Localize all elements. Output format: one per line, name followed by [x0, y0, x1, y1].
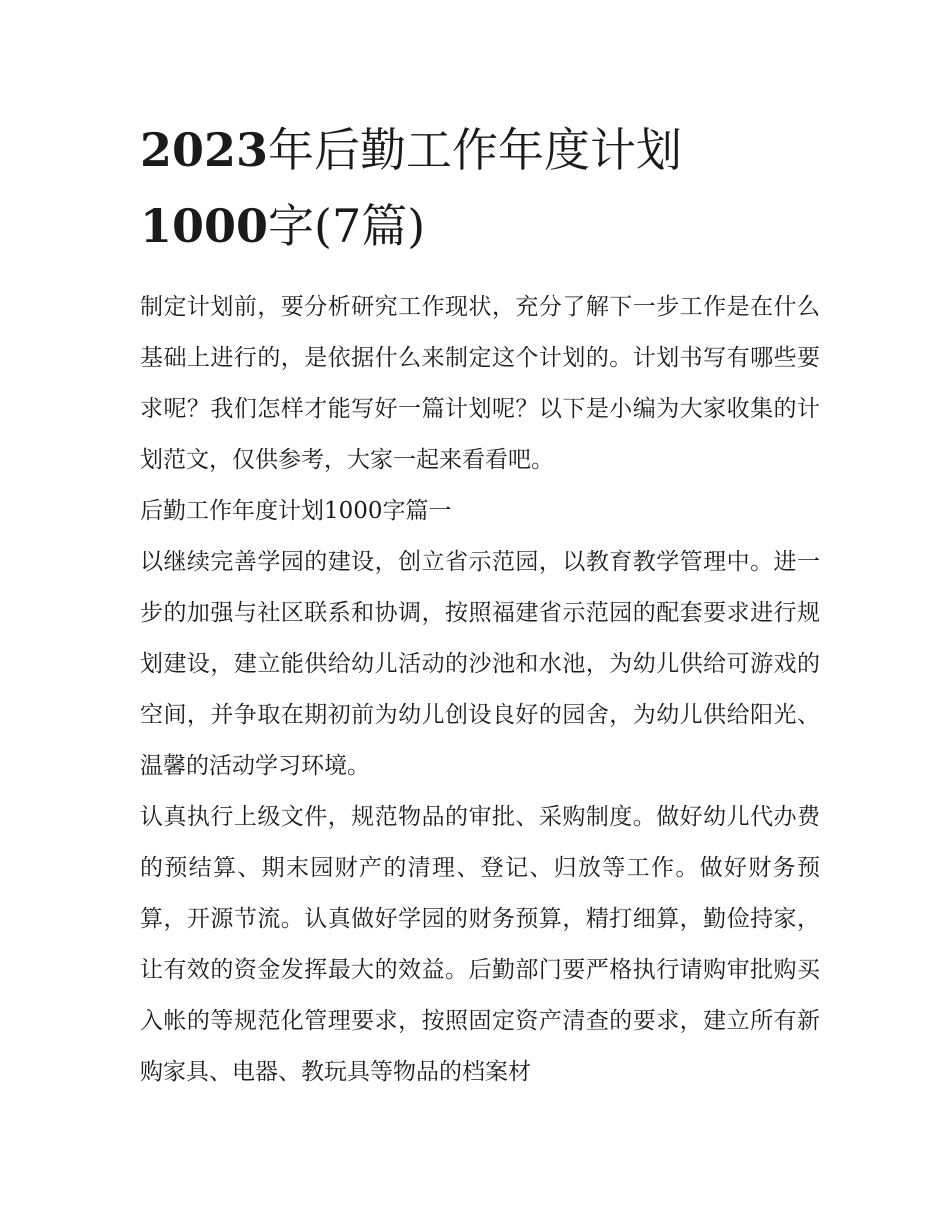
intro-paragraph: 制定计划前，要分析研究工作现状，充分了解下一步工作是在什么基础上进行的，是依据什么来制定这个计划的。计划书写有哪些要求呢？我们怎样才能写好一篇计划呢？以下是小编为大家收集的计划范文，仅供参考，大家一起来看看吧。: [140, 294, 820, 473]
document-title: [140, 112, 820, 264]
title-number: 1000: [140, 199, 269, 253]
section-1-heading: 后勤工作年度计划1000字篇一: [140, 498, 452, 524]
title-line-2: 1000字(7篇): [140, 199, 426, 253]
section-1-paragraph-2: 认真执行上级文件，规范物品的审批、采购制度。做好幼儿代办费的预结算、期末园财产的清理、登记、归放等工作。做好财务预算，开源节流。认真做好学园的财务预算，精打细算，勤俭持家，让有效的资金发挥最大的效益。后勤部门要严格执行请购审批购买入帐的等规范化管理要求，按照固定资产清查的要求，建立所有新购家具、电器、教玩具等物品的档案材: [140, 804, 820, 1085]
section-1-paragraph-1: 以继续完善学园的建设，创立省示范园，以教育教学管理中。进一步的加强与社区联系和协调，按照福建省示范园的配套要求进行规划建设，建立能供给幼儿活动的沙池和水池，为幼儿供给可游戏的空间，并争取在期初前为幼儿创设良好的园舍，为幼儿供给阳光、温馨的活动学习环境。: [140, 549, 820, 779]
title-number: 2023: [140, 123, 269, 177]
title-line-1: 2023年后勤工作年度计划: [140, 123, 683, 177]
document-page: [140, 112, 820, 1098]
